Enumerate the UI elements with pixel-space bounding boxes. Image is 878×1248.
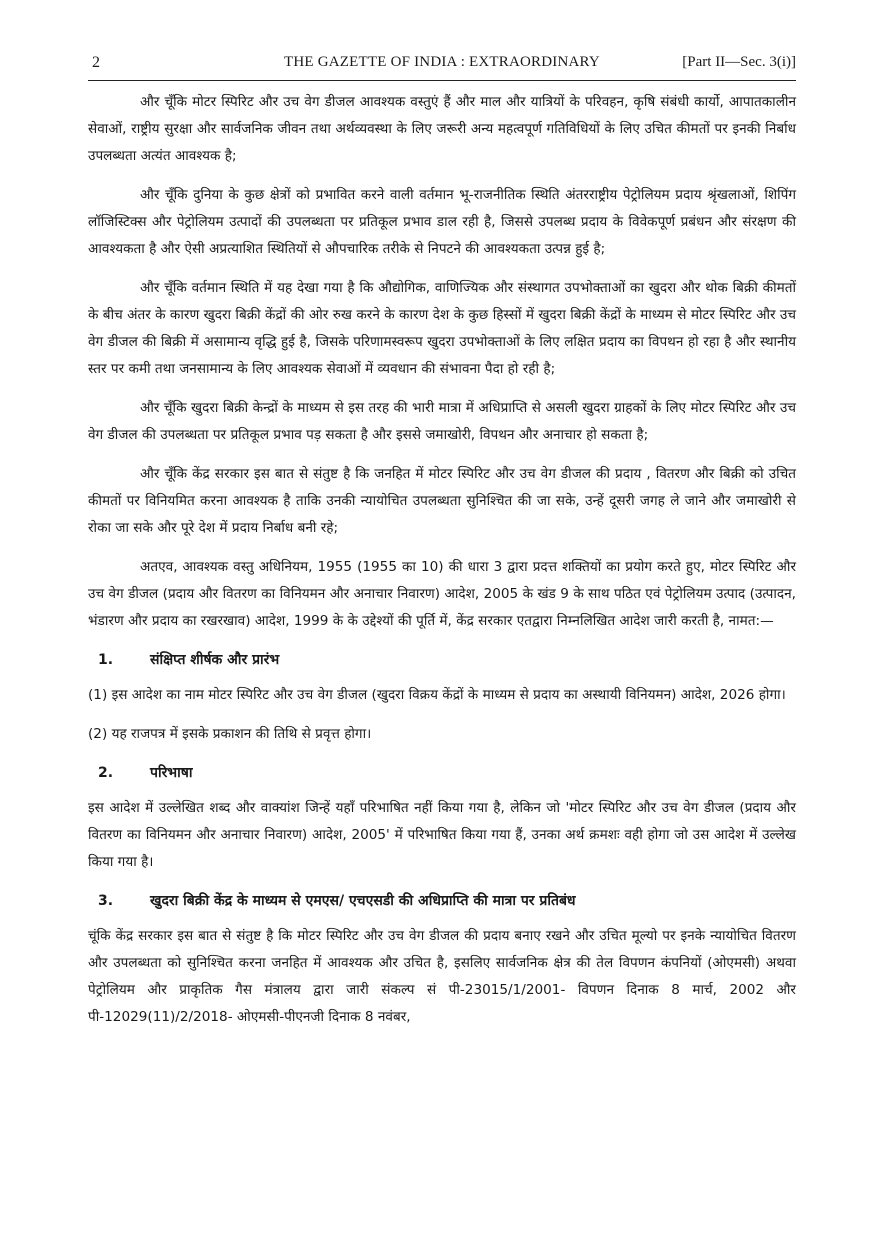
enacting-paragraph: अतएव, आवश्यक वस्तु अधिनियम, 1955 (1955 का 10) की धारा 3 द्वारा प्रदत्त शक्तियों का प्रयोग करते हुए, मोटर स्पिरिट और उच वेग डीजल (प्रदाय और वितरण का विनियमन और अनाचार निवारण) आदेश, 2005 के खंड 9 के साथ पठित एवं पेट्रोलियम उत्पाद (उत्पादन, भंडारण और प्रदाय का रखरखाव) आदेश, 1999 के के उद्देश्यों की पूर्ति में, केंद्र सरकार एतद्वारा निम्नलिखित आदेश जारी करती है, नामत:— xyxy=(88,559,796,629)
clause-paragraph: इस आदेश में उल्लेखित शब्द और वाक्यांश जिन्हें यहाँ परिभाषित नहीं किया गया है, लेकिन जो 'मोटर स्पिरिट और उच वेग डीजल (प्रदाय और वितरण का विनियमन और अनाचार निवारण) आदेश, 2005' में परिभाषित किया गया हैं, उनका अर्थ क्रमशः वही होगा जो उस आदेश में उल्लेख किया गया है। xyxy=(88,800,796,870)
section-title: खुदरा बिक्री केंद्र के माध्यम से एमएस/ एचएसडी की अधिप्राप्ति की मात्रा पर प्रतिबंध xyxy=(150,893,576,909)
clause-paragraph: (1) इस आदेश का नाम मोटर स्पिरिट और उच वेग डीजल (खुदरा विक्रय केंद्रों के माध्यम से प्रदाय का अस्थायी विनियमन) आदेश, 2026 होगा। xyxy=(88,687,786,703)
gazette-title: THE GAZETTE OF INDIA : EXTRAORDINARY xyxy=(284,54,600,70)
preamble-paragraph: और चूँकि खुदरा बिक्री केन्द्रों के माध्यम से इस तरह की भारी मात्रा में अधिप्राप्ति से असली खुदरा ग्राहकों के लिए मोटर स्पिरिट और उच वेग डीजल की उपलब्धता पर प्रतिकूल प्रभाव पड़ सकता है और इससे जमाखोरी, विपथन और अनाचार हो सकता है; xyxy=(88,400,796,443)
preamble-paragraph: और चूँकि दुनिया के कुछ क्षेत्रों को प्रभावित करने वाली वर्तमान भू-राजनीतिक स्थिति अंतरराष्ट्रीय पेट्रोलियम प्रदाय श्रृंखलाओं, शिपिंग लॉजिस्टिक्स और पेट्रोलियम उत्पादों की उपलब्धता पर प्रतिकूल प्रभाव डाल रही है, जिससे उपलब्ध प्रदाय के विवेकपूर्ण प्रबंधन और संरक्षण की आवश्यकता है और ऐसी अप्रत्याशित स्थितियों से औपचारिक तरीके से निपटने की आवश्यकता उत्पन्न हुई है; xyxy=(88,187,796,257)
section-heading-3 xyxy=(88,888,796,915)
section-heading-2 xyxy=(88,760,796,787)
section-number: 2. xyxy=(98,765,114,781)
preamble-paragraph: और चूँकि केंद्र सरकार इस बात से संतुष्ट है कि जनहित में मोटर स्पिरिट और उच वेग डीजल की प्रदाय , वितरण और बिक्री को उचित कीमतों पर विनियमित करना आवश्यक है ताकि उनकी न्यायोचित उपलब्धता सुनिश्चित की जा सके, उन्हें दूसरी जगह ले जाने और जमाखोरी से रोका जा सके और पूरे देश में प्रदाय निर्बाध बनी रहे; xyxy=(88,466,796,536)
section-title: संक्षिप्त शीर्षक और प्रारंभ xyxy=(150,652,280,668)
preamble-paragraph: और चूँकि मोटर स्पिरिट और उच वेग डीजल आवश्यक वस्तुएं हैं और माल और यात्रियों के परिवहन, कृषि संबंधी कार्यो, आपातकालीन सेवाओं, राष्ट्रीय सुरक्षा और सार्वजनिक जीवन तथा अर्थव्यवस्था के लिए जरूरी अन्य महत्वपूर्ण गतिविधियों के लिए उचित कीमतों पर इनकी निर्बाध उपलब्धता अत्यंत आवश्यक है; xyxy=(88,94,796,164)
preamble-paragraph: और चूँकि वर्तमान स्थिति में यह देखा गया है कि औद्योगिक, वाणिज्यिक और संस्थागत उपभोक्ताओं का खुदरा और थोक बिक्री कीमतों के बीच अंतर के कारण खुदरा बिक्री केंद्रों की ओर रुख करने के कारण देश के कुछ हिस्सों में खुदरा बिक्री केंद्रों के माध्यम से मोटर स्पिरिट और उच वेग डीजल की बिक्री में असामान्य वृद्धि हुई है, जिसके परिणामस्वरूप खुदरा उपभोक्ताओं के लिए लक्षित प्रदाय का विपथन हो रहा है और स्थानीय स्तर पर कमी तथा जनसामान्य के लिए आवश्यक सेवाओं में व्यवधान की संभावना पैदा हो रही है; xyxy=(88,280,796,377)
clause-paragraph: (2) यह राजपत्र में इसके प्रकाशन की तिथि से प्रवृत्त होगा। xyxy=(88,726,372,742)
section-heading-1 xyxy=(88,647,796,674)
part-section-label: [Part II—Sec. 3(i)] xyxy=(682,54,796,70)
page-number: 2 xyxy=(92,54,100,71)
gazette-page xyxy=(0,48,878,1248)
clause-paragraph: चूंकि केंद्र सरकार इस बात से संतुष्ट है कि मोटर स्पिरिट और उच वेग डीजल की प्रदाय बनाए रखने और उचित मूल्यो पर इनके न्यायोचित वितरण और उपलब्धता को सुनिश्चित करना जनहित में आवश्यक और उचित है, इसलिए सार्वजनिक क्षेत्र की तेल विपणन कंपनियों (ओएमसी) अथवा पेट्रोलियम और प्राकृतिक गैस मंत्रालय द्वारा जारी संकल्प सं पी-23015/1/2001- विपणन दिनाक 8 मार्च, 2002 और पी-12029(11)/2/2018- ओएमसी-पीएनजी दिनाक 8 नवंबर, xyxy=(88,928,796,1025)
document-body xyxy=(88,89,796,1031)
section-number: 1. xyxy=(98,652,114,668)
gazette-header xyxy=(88,48,796,81)
section-number: 3. xyxy=(98,893,114,909)
section-title: परिभाषा xyxy=(150,765,193,781)
